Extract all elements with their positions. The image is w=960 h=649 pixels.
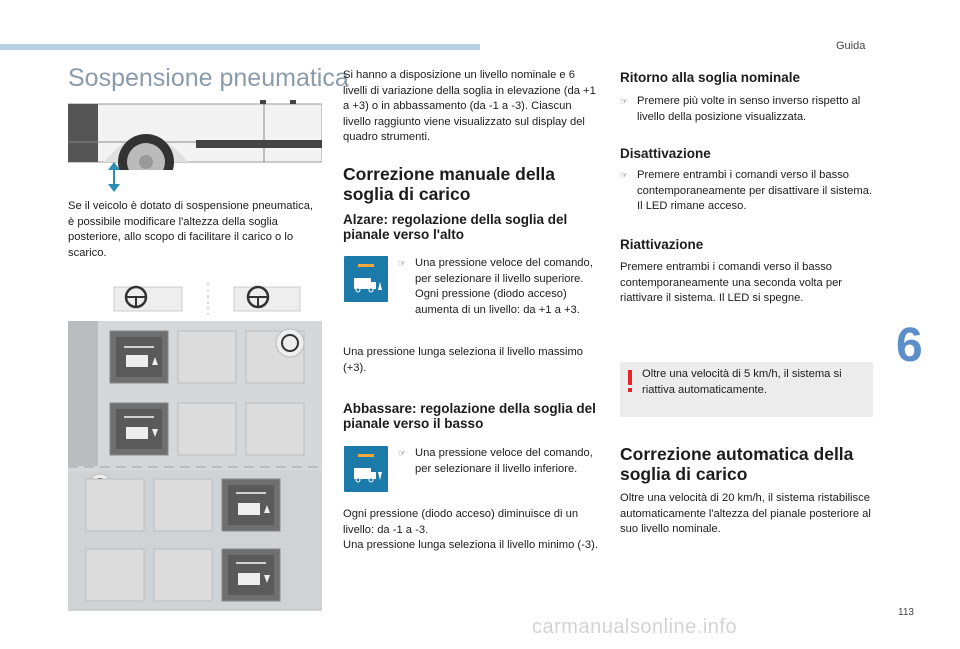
disable-heading: Disattivazione: [620, 146, 711, 161]
lower-bullet: ☞ Una pressione veloce del comando, per selezionare il livello inferiore.: [398, 447, 593, 475]
enable-heading: Riattivazione: [620, 237, 704, 252]
automatic-correction-heading: Correzione automatica della soglia di carico: [620, 444, 854, 484]
control-icons-row: [112, 283, 302, 315]
chapter-number: 6: [896, 319, 923, 372]
warning-box: [620, 362, 873, 417]
raise-bullet: ☞ Una pressione veloce del comando, per selezionare il livello superiore. Ogni pressione (diodo acceso) aumenta di un livello: da +1 a +3.: [398, 257, 593, 316]
automatic-correction-paragraph: Oltre una velocità di 20 km/h, il sistema ristabilisce automaticamente l'altezza del pianale posteriore al suo livello nominale.: [620, 492, 871, 535]
intro-paragraph: Se il veicolo è dotato di sospensione pneumatica, è possibile modificare l'altezza della soglia posteriore, allo scopo di facilitare il carico o lo scarico.: [68, 200, 314, 259]
enable-paragraph: Premere entrambi i comandi verso il basso contemporaneamente una seconda volta per riattivare il sistema. Il LED si spegne.: [620, 261, 843, 304]
raise-long-press-paragraph: Una pressione lunga seleziona il livello massimo (+3).: [343, 346, 584, 374]
switch-panel-illustration: [68, 321, 322, 611]
levels-paragraph: Si hanno a disposizione un livello nominale e 6 livelli di variazione della soglia in elevazione (da +1 a +3) o in abbassamento (da -1 a -3). Ciascun livello raggiunto viene visualizzato sul display del quadro strumenti.: [343, 69, 596, 143]
page-title: Sospensione pneumatica: [68, 64, 349, 92]
warning-exclamation-icon: [624, 370, 636, 394]
return-bullet: ☞ Premere più volte in senso inverso rispetto al livello della posizione visualizzata.: [620, 95, 861, 123]
page-number: 113: [898, 607, 914, 618]
van-lower-icon: [344, 446, 388, 492]
van-raise-icon: [344, 256, 388, 302]
return-nominal-heading: Ritorno alla soglia nominale: [620, 70, 801, 85]
manual-correction-heading: Correzione manuale della soglia di carico: [343, 164, 556, 204]
warning-text: Oltre una velocità di 5 km/h, il sistema si riattiva automaticamente.: [642, 368, 842, 396]
disable-bullet: ☞ Premere entrambi i comandi verso il basso contemporaneamente per disattivare il sistema. Il LED rimane acceso.: [620, 169, 873, 212]
lower-paragraph-2: Una pressione lunga seleziona il livello minimo (-3).: [343, 539, 598, 551]
section-label: Guida: [836, 40, 866, 52]
van-rear-illustration: [68, 100, 322, 192]
lower-heading: Abbassare: regolazione della soglia del pianale verso il basso: [343, 401, 596, 431]
lower-paragraph-1: Ogni pressione (diodo acceso) diminuisce di un livello: da -1 a -3.: [343, 508, 579, 536]
watermark: carmanualsonline.info: [532, 616, 738, 638]
header-bar: [0, 44, 480, 50]
raise-heading: Alzare: regolazione della soglia del pianale verso l'alto: [343, 212, 568, 242]
